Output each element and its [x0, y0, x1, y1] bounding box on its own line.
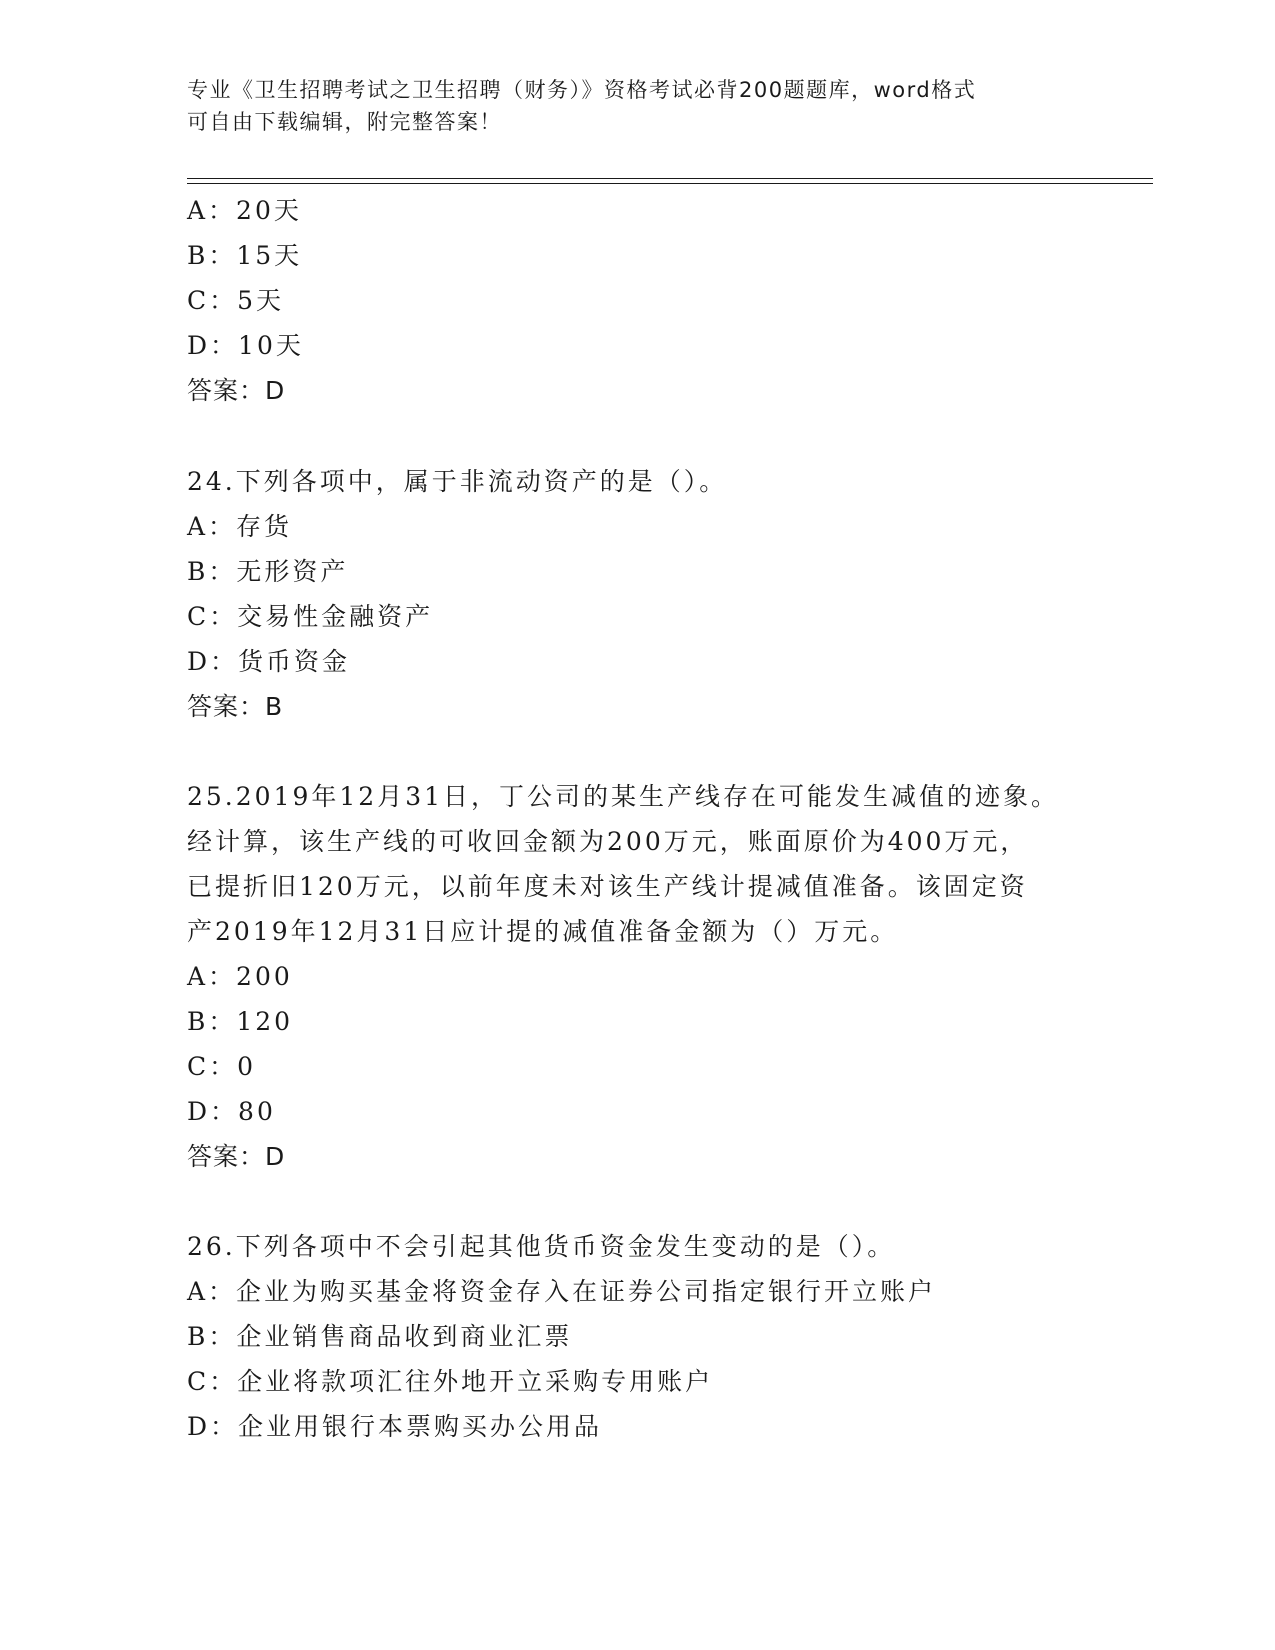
q23-option-a: A：20天 [187, 196, 302, 225]
q23-option-c: C：5天 [187, 286, 285, 315]
q24-option-a: A：存货 [187, 512, 293, 541]
q25-option-b: B：120 [187, 1007, 294, 1036]
q23-option-d: D：10天 [187, 331, 304, 360]
header-divider-bottom [187, 183, 1153, 184]
q26-option-b: B：企业销售商品收到商业汇票 [187, 1322, 573, 1351]
q24-option-b: B：无形资产 [187, 557, 349, 586]
header-line-1: 专业《卫生招聘考试之卫生招聘（财务）》资格考试必背200题题库，word格式 [187, 78, 977, 102]
q26-question: 26.下列各项中不会引起其他货币资金发生变动的是（）。 [187, 1232, 896, 1261]
document-header [187, 74, 1087, 138]
q25-option-d: D：80 [187, 1097, 276, 1126]
q25-question-line-2: 经计算，该生产线的可收回金额为200万元，账面原价为400万元， [187, 827, 1029, 856]
q24-question: 24.下列各项中，属于非流动资产的是（）。 [187, 467, 728, 496]
q23-answer: 答案：D [187, 376, 286, 405]
q25-question-line-4: 产2019年12月31日应计提的减值准备金额为（）万元。 [187, 917, 899, 946]
q26-option-d: D：企业用银行本票购买办公用品 [187, 1412, 603, 1441]
q26-option-a: A：企业为购买基金将资金存入在证券公司指定银行开立账户 [187, 1277, 937, 1306]
q25-option-a: A：200 [187, 962, 293, 991]
q24-option-d: D：货币资金 [187, 647, 351, 676]
q25-question-line-3: 已提折旧120万元，以前年度未对该生产线计提减值准备。该固定资 [187, 872, 1028, 901]
q25-answer: 答案：D [187, 1142, 286, 1171]
q24-option-c: C：交易性金融资产 [187, 602, 434, 631]
q25-option-c: C：0 [187, 1052, 257, 1081]
header-divider-top [187, 178, 1153, 179]
q25-question-line-1: 25.2019年12月31日，丁公司的某生产线存在可能发生减值的迹象。 [187, 782, 1060, 811]
q24-answer: 答案：B [187, 692, 284, 721]
header-line-2: 可自由下载编辑，附完整答案！ [187, 110, 502, 134]
q26-option-c: C：企业将款项汇往外地开立采购专用账户 [187, 1367, 714, 1396]
q23-option-b: B：15天 [187, 241, 303, 270]
